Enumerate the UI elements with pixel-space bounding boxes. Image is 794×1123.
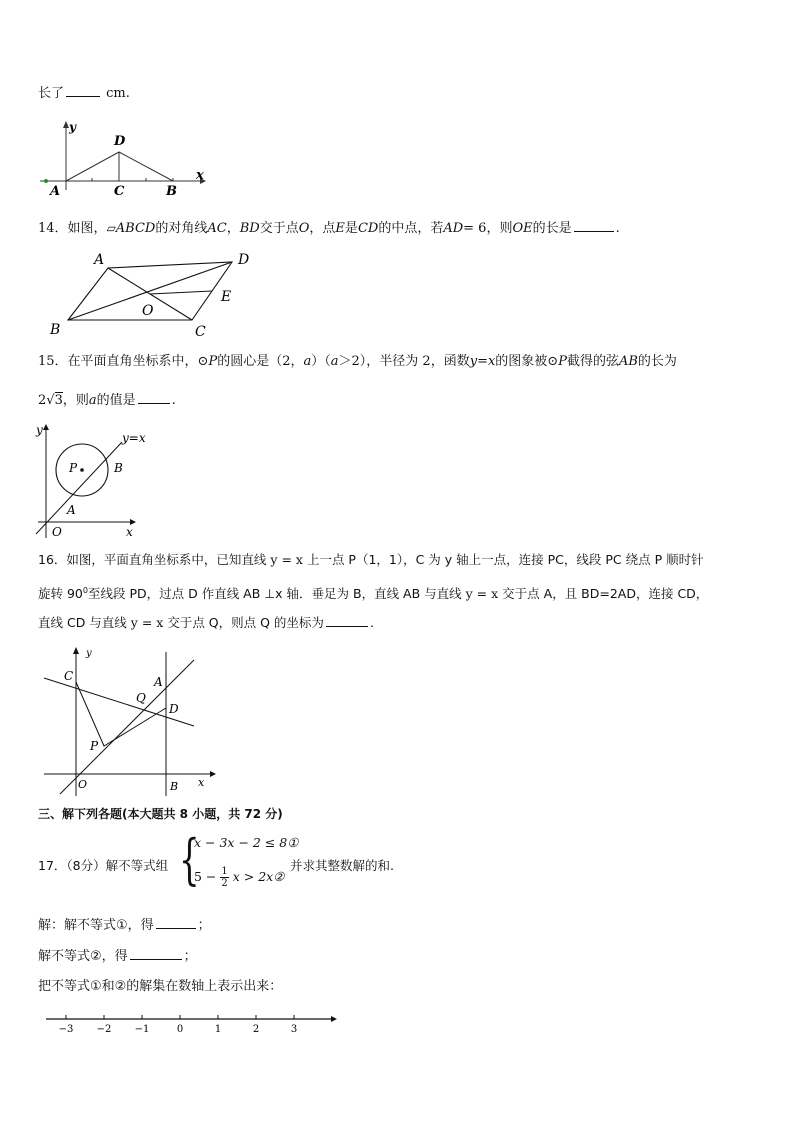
label-q: Q (136, 691, 146, 705)
label-c: C (64, 669, 74, 683)
number-line-label: −1 (134, 1024, 150, 1035)
number-line (44, 1010, 344, 1040)
q14-end: . (615, 221, 620, 236)
q16-text: 上一点 P（1，1），C 为 y 轴上一点，连接 PC，线段 PC 绕点 P 顺时针 (306, 552, 704, 567)
q15-text: 在平面直角坐标系中，⊙ (67, 354, 209, 369)
q13-answer-blank[interactable] (66, 84, 100, 97)
q16-question-line3 (38, 614, 374, 631)
center-p (80, 468, 84, 472)
section-3-title: 三、解下列各题(本大题共 8 小题，共 72 分) (38, 807, 283, 821)
label-o: O (78, 778, 88, 791)
label-c: C (114, 184, 125, 199)
label-b: B (50, 322, 61, 338)
sqrt-icon: √ (46, 393, 55, 408)
q14-question (38, 219, 620, 237)
point-marker (44, 179, 48, 183)
q15-var: P (558, 354, 567, 369)
label-a: A (94, 252, 105, 268)
q16-answer-blank[interactable] (326, 614, 368, 627)
q16-end: . (369, 615, 374, 630)
line-y-equals-x (36, 442, 122, 534)
inequality-2 (194, 866, 284, 889)
label-o: O (142, 303, 154, 319)
fraction-den: 2 (221, 878, 228, 889)
step1-answer-blank[interactable] (156, 916, 196, 929)
q14-var: O (298, 221, 310, 236)
q14-var: AD (443, 221, 464, 236)
q16-text: 如图，平面直角坐标系中，已知直线 (66, 552, 267, 567)
q15-end: . (171, 393, 176, 408)
q15-text: 2 (38, 393, 47, 408)
number-line-label: −2 (96, 1024, 112, 1035)
q15-var: a (88, 393, 97, 408)
q16-degree: 0 (82, 586, 88, 595)
q13-tail (38, 84, 130, 102)
label-p: P (90, 739, 99, 753)
q16-question-line1 (38, 552, 704, 568)
segments-cp-pd (76, 682, 166, 746)
q14-var: ABCD (115, 221, 156, 236)
q14-text: 是 (344, 221, 358, 236)
q14-var: OE (512, 221, 533, 236)
q15-text: 的圆心是（2， (217, 354, 304, 369)
q15-text: 的长为 (637, 354, 677, 369)
q14-text: 如图， (67, 221, 107, 236)
q15-question-line1 (38, 354, 677, 370)
label-b: B (114, 461, 123, 475)
solution-step-2 (38, 947, 197, 965)
label-a: A (50, 184, 61, 199)
step-end: ； (183, 949, 197, 964)
q14-var: E (335, 221, 345, 236)
step-end: ； (197, 918, 211, 933)
label-a: A (154, 675, 163, 689)
q15-answer-blank[interactable] (138, 391, 170, 404)
number-line-label: 0 (176, 1024, 184, 1035)
number-line-label: 3 (290, 1024, 298, 1035)
step2-answer-blank[interactable] (130, 947, 182, 960)
q14-var: AC (207, 221, 227, 236)
label-a: A (67, 503, 76, 517)
q14-text: 的长是 (532, 221, 572, 236)
parallelogram-icon: ▱ (106, 221, 116, 235)
number-line-label: 1 (214, 1024, 222, 1035)
label-x: x (126, 525, 133, 539)
q15-text: 的图象被⊙ (495, 354, 559, 369)
q15-text: ，则 (62, 393, 89, 408)
label-c: C (195, 324, 206, 340)
label-b: B (166, 184, 177, 199)
q14-var: CD (357, 221, 379, 236)
q16-text: 至线段 PD，过点 D 作直线 AB ⊥x 轴．垂足为 B，直线 AB 与直线 (87, 586, 462, 602)
q14-text: 的对角线 (155, 221, 208, 236)
segment-oe (150, 291, 212, 294)
q17-tail: 并求其整数解的和. (290, 858, 394, 873)
q15-question-line2 (38, 391, 176, 409)
q13-unit: cm. (106, 86, 130, 101)
q14-text: 的中点，若 (378, 221, 444, 236)
q16-text: 交于点 Q，则点 Q 的坐标为 (167, 615, 324, 630)
q15-text: 截得的弦 (566, 354, 619, 369)
label-d: D (114, 134, 126, 149)
x-axis-arrow (210, 771, 216, 777)
y-axis-arrow (43, 424, 49, 430)
label-p: P (69, 461, 78, 475)
q15-var: y=x (469, 354, 496, 369)
inequality-1: x − 3x − 2 ≤ 8① (194, 835, 299, 850)
q16-text: 旋转 90 (38, 586, 83, 602)
q16-number: 16． (38, 552, 67, 567)
label-y: y (36, 423, 43, 437)
q15-figure (34, 422, 154, 542)
q14-text: ， (226, 221, 240, 236)
solution-step-3: 把不等式①和②的解集在数轴上表示出来： (38, 979, 283, 994)
label-d: D (169, 702, 179, 716)
q15-text: ＞2），半径为 2，函数 (338, 354, 470, 369)
step-text: 解：解不等式①，得 (38, 918, 154, 933)
label-o: O (52, 525, 62, 539)
fraction-half (220, 866, 228, 889)
label-d: D (238, 252, 250, 268)
q13-figure (40, 118, 210, 200)
q16-eq: y = x (270, 552, 303, 567)
label-e: E (221, 289, 232, 305)
number-line-label: −3 (58, 1024, 74, 1035)
label-y: y (69, 120, 76, 134)
label-x: x (198, 776, 205, 789)
q14-text: ，点 (309, 221, 336, 236)
label-b: B (170, 780, 179, 793)
q15-var: a (330, 354, 339, 369)
q15-number: 15． (38, 354, 68, 369)
q16-eq: y = x (465, 586, 499, 602)
q17-question: 17．（8分）解不等式组 (38, 858, 169, 873)
q14-number: 14． (38, 221, 68, 236)
fraction-num: 1 (221, 866, 228, 877)
q15-var: a (303, 354, 312, 369)
ineq2-part: 5 − (194, 869, 217, 884)
y-axis-arrow (73, 647, 79, 654)
q16-text: 直线 CD 与直线 (38, 615, 127, 630)
q15-text: 的值是 (96, 393, 136, 408)
label-x: x (196, 168, 204, 183)
q14-text: = 6 (463, 221, 487, 236)
solution-step-1 (38, 916, 211, 934)
system-brace: { (179, 828, 200, 891)
ineq2-part: x > 2x② (232, 869, 285, 884)
q14-text: 交于点 (259, 221, 299, 236)
label-y: y (86, 648, 92, 659)
q13-text: 长了 (38, 86, 65, 101)
q15-text: ）（ (311, 354, 331, 369)
q15-radicand: 3 (54, 393, 63, 408)
number-line-label: 2 (252, 1024, 260, 1035)
q14-answer-blank[interactable] (574, 219, 614, 232)
q16-figure (38, 646, 218, 798)
q16-text: 交于点 A，且 BD=2AD，连接 CD， (502, 586, 709, 602)
q14-text: ，则 (486, 221, 513, 236)
q15-var: P (208, 354, 218, 369)
step-text: 解不等式②，得 (38, 949, 128, 964)
number-line-arrow (331, 1016, 337, 1022)
q15-var: AB (618, 354, 638, 369)
q14-var: BD (239, 221, 260, 236)
q16-eq: y = x (130, 615, 164, 630)
label-line: y=x (122, 431, 146, 445)
q16-question-line2 (38, 583, 708, 602)
q14-figure (40, 250, 270, 342)
